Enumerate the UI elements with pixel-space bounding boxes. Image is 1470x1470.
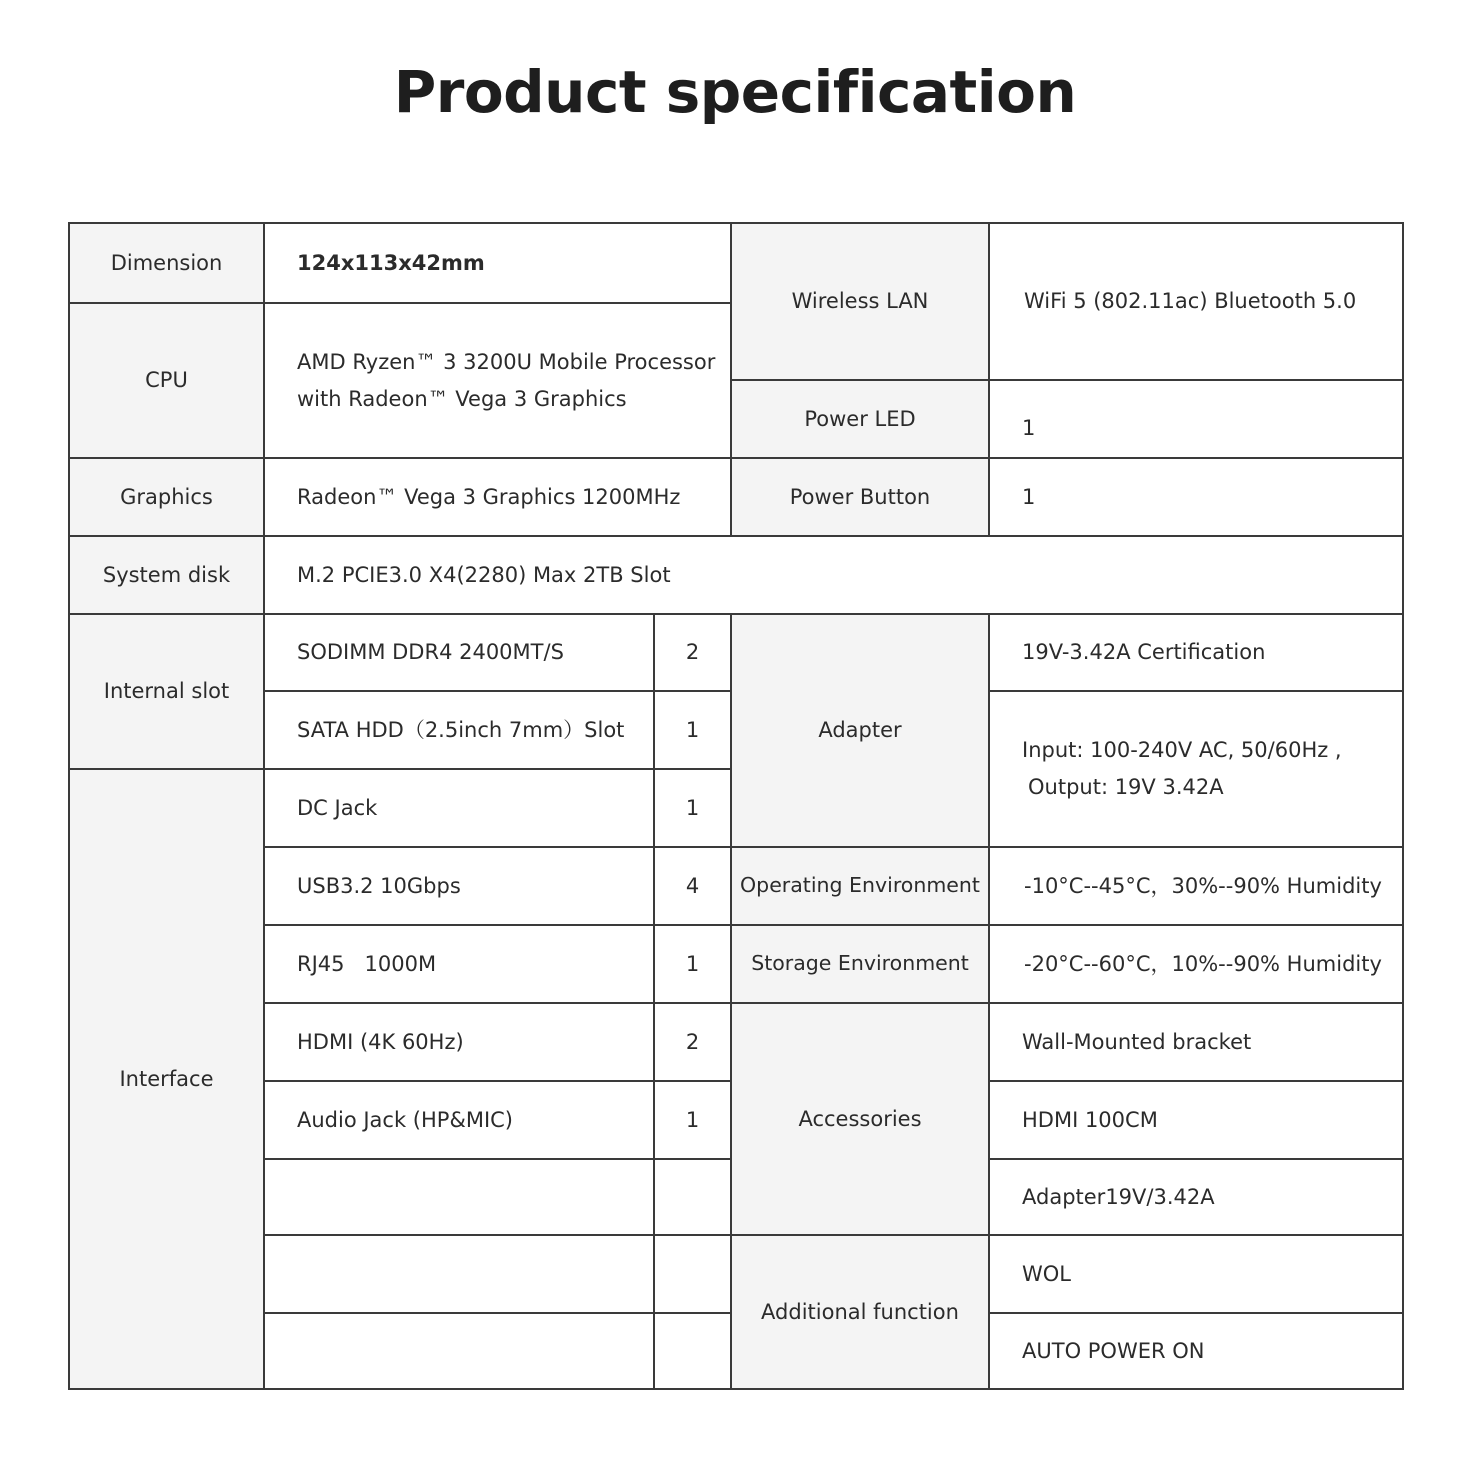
power-button-value: 1 — [989, 458, 1403, 536]
internal-slot-item-count: 2 — [654, 614, 731, 691]
adapter-label: Adapter — [731, 614, 989, 847]
interface-item-name: USB3.2 10Gbps — [264, 847, 654, 925]
interface-empty-name — [264, 1235, 654, 1313]
adapter-input: Input: 100-240V AC, 50/60Hz , — [1022, 738, 1342, 763]
interface-item-count: 1 — [654, 769, 731, 847]
operating-environment-value: -10°C--45°C，30%--90% Humidity — [989, 847, 1403, 925]
interface-empty-count — [654, 1235, 731, 1313]
wireless-lan-value: WiFi 5 (802.11ac) Bluetooth 5.0 — [989, 223, 1403, 380]
cpu-value-line1: AMD Ryzen™ 3 3200U Mobile Processor — [297, 349, 716, 374]
power-led-label: Power LED — [731, 380, 989, 458]
interface-item-count: 4 — [654, 847, 731, 925]
internal-slot-item-name: SATA HDD（2.5inch 7mm）Slot — [264, 691, 654, 769]
graphics-value: Radeon™ Vega 3 Graphics 1200MHz — [264, 458, 731, 536]
adapter-output: Output: 19V 3.42A — [1028, 775, 1224, 799]
interface-item-name: HDMI (4K 60Hz) — [264, 1003, 654, 1081]
interface-item-count: 1 — [654, 1081, 731, 1159]
storage-environment-label: Storage Environment — [731, 925, 989, 1003]
power-button-label: Power Button — [731, 458, 989, 536]
operating-environment-label: Operating Environment — [731, 847, 989, 925]
internal-slot-item-count: 1 — [654, 691, 731, 769]
power-led-value: 1 — [989, 380, 1403, 458]
page-title: Product specification — [393, 58, 1077, 126]
interface-item-count: 2 — [654, 1003, 731, 1081]
interface-empty-count — [654, 1159, 731, 1235]
interface-item-count: 1 — [654, 925, 731, 1003]
system-disk-value: M.2 PCIE3.0 X4(2280) Max 2TB Slot — [264, 536, 1403, 614]
cpu-value — [264, 303, 731, 458]
interface-item-name: RJ45 1000M — [264, 925, 654, 1003]
graphics-label: Graphics — [69, 458, 264, 536]
dimension-value: 124x113x42mm — [264, 223, 731, 303]
accessories-item: Adapter19V/3.42A — [989, 1159, 1403, 1235]
internal-slot-label: Internal slot — [69, 614, 264, 769]
accessories-item: HDMI 100CM — [989, 1081, 1403, 1159]
adapter-certification: 19V-3.42A Certification — [989, 614, 1403, 691]
adapter-io — [989, 691, 1403, 847]
accessories-item: Wall-Mounted bracket — [989, 1003, 1403, 1081]
internal-slot-item-name: SODIMM DDR4 2400MT/S — [264, 614, 654, 691]
interface-label: Interface — [69, 769, 264, 1389]
spec-table — [68, 222, 1404, 1390]
cpu-value-line2: with Radeon™ Vega 3 Graphics — [297, 386, 627, 411]
system-disk-label: System disk — [69, 536, 264, 614]
storage-environment-value: -20°C--60°C，10%--90% Humidity — [989, 925, 1403, 1003]
additional-function-label: Additional function — [731, 1235, 989, 1389]
interface-empty-name — [264, 1159, 654, 1235]
cpu-label: CPU — [69, 303, 264, 458]
interface-empty-count — [654, 1313, 731, 1389]
wireless-lan-label: Wireless LAN — [731, 223, 989, 380]
accessories-label: Accessories — [731, 1003, 989, 1235]
additional-function-item: AUTO POWER ON — [989, 1313, 1403, 1389]
interface-item-name: Audio Jack (HP&MIC) — [264, 1081, 654, 1159]
dimension-label: Dimension — [69, 223, 264, 303]
interface-empty-name — [264, 1313, 654, 1389]
additional-function-item: WOL — [989, 1235, 1403, 1313]
interface-item-name: DC Jack — [264, 769, 654, 847]
